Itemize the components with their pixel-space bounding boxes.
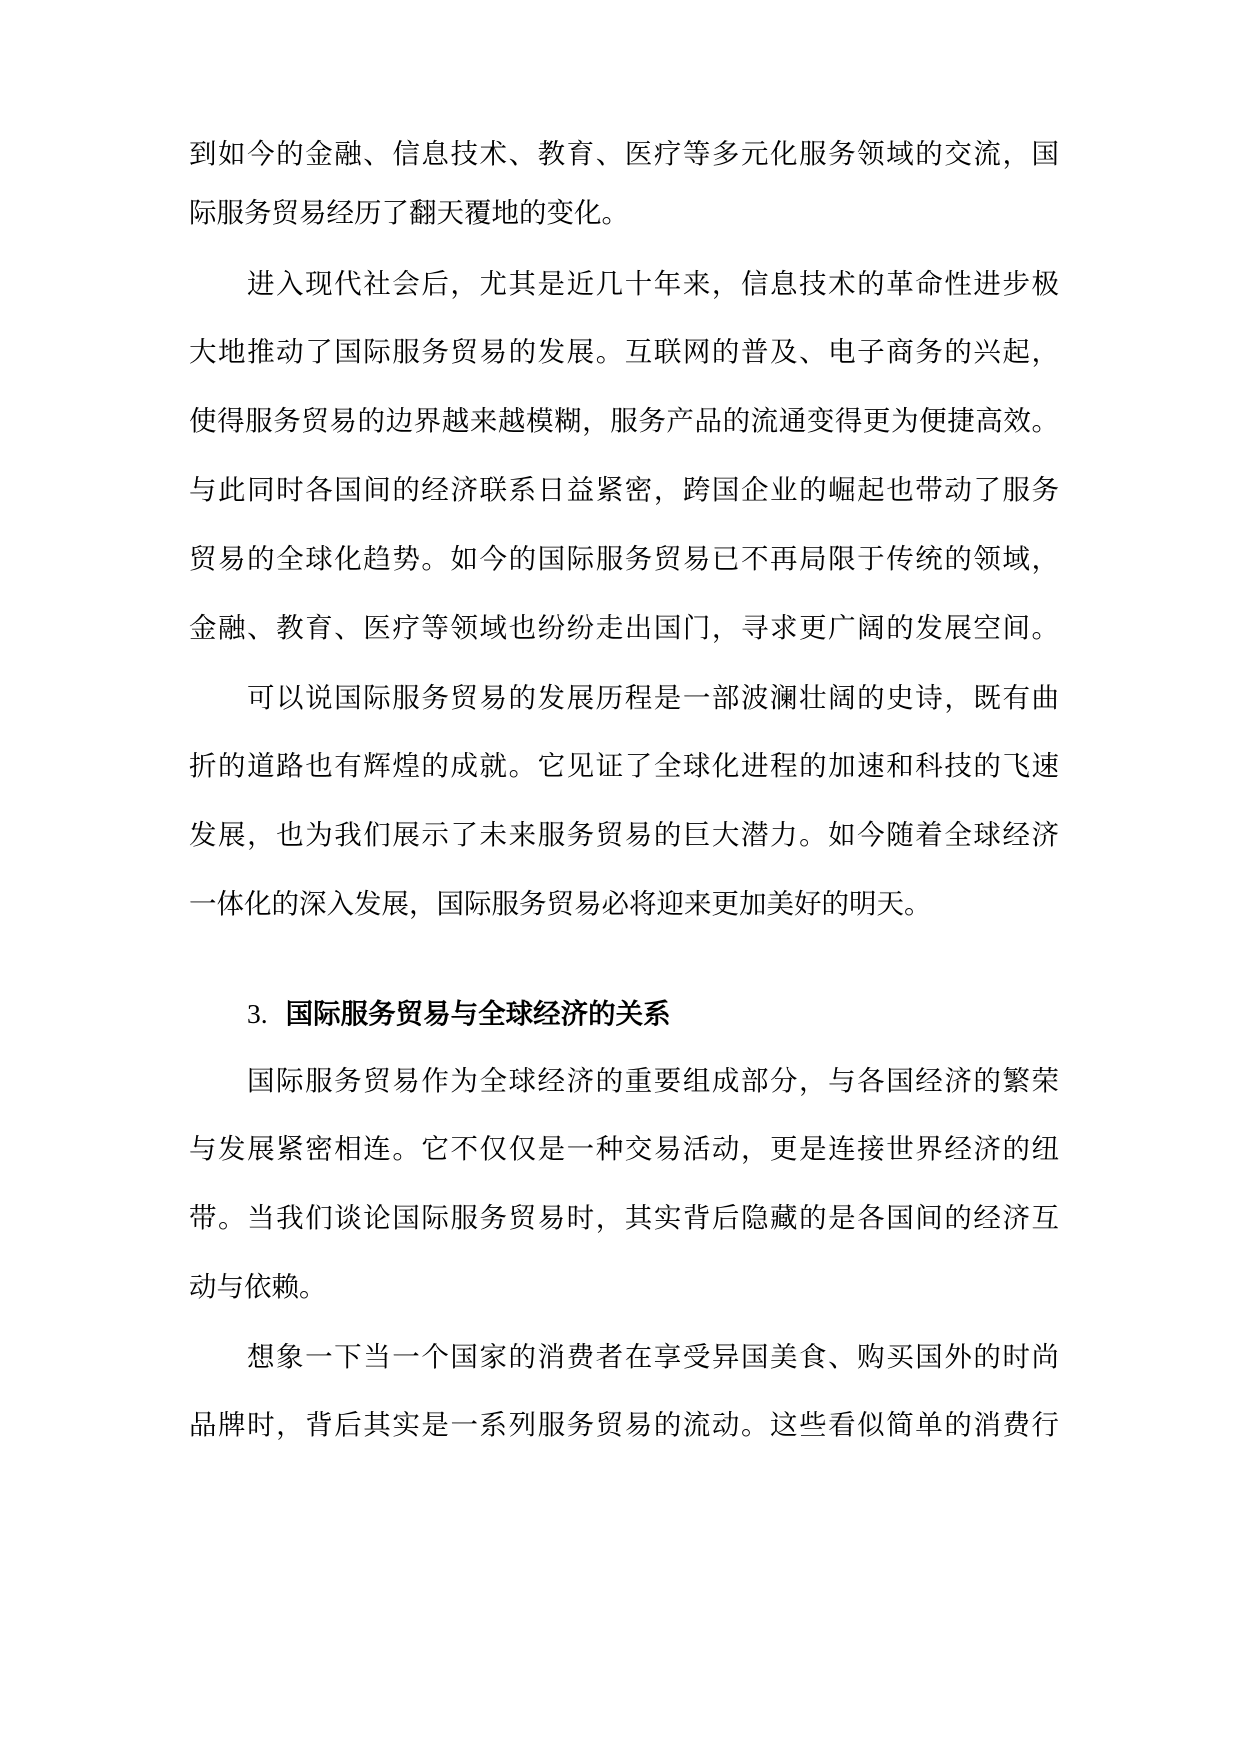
paragraph-line: 折的道路也有辉煌的成就。它见证了全球化进程的加速和科技的飞速 — [189, 750, 1059, 782]
paragraph-line: 贸易的全球化趋势。如今的国际服务贸易已不再局限于传统的领域， — [189, 543, 1059, 575]
paragraph-line: 到如今的金融、信息技术、教育、医疗等多元化服务领域的交流，国 — [189, 138, 1059, 170]
paragraph-line: 发展，也为我们展示了未来服务贸易的巨大潜力。如今随着全球经济 — [189, 819, 1059, 851]
section-title: 国际服务贸易与全球经济的关系 — [285, 998, 671, 1030]
paragraph-line: 一体化的深入发展，国际服务贸易必将迎来更加美好的明天。 — [189, 888, 932, 920]
paragraph-line: 际服务贸易经历了翻天覆地的变化。 — [189, 197, 629, 229]
paragraph-line: 金融、教育、医疗等领域也纷纷走出国门，寻求更广阔的发展空间。 — [189, 612, 1059, 644]
paragraph-line: 带。当我们谈论国际服务贸易时，其实背后隐藏的是各国间的经济互 — [189, 1202, 1059, 1234]
paragraph-line: 国际服务贸易作为全球经济的重要组成部分，与各国经济的繁荣 — [247, 1065, 1059, 1097]
paragraph-line: 想象一下当一个国家的消费者在享受异国美食、购买国外的时尚 — [247, 1341, 1059, 1373]
paragraph-line: 品牌时，背后其实是一系列服务贸易的流动。这些看似简单的消费行 — [189, 1409, 1059, 1441]
paragraph-line: 可以说国际服务贸易的发展历程是一部波澜壮阔的史诗，既有曲 — [247, 682, 1059, 714]
section-heading — [247, 993, 947, 1035]
paragraph-line: 大地推动了国际服务贸易的发展。互联网的普及、电子商务的兴起， — [189, 336, 1059, 368]
paragraph-line: 与发展紧密相连。它不仅仅是一种交易活动，更是连接世界经济的纽 — [189, 1133, 1059, 1165]
paragraph-line: 动与依赖。 — [189, 1271, 327, 1303]
paragraph-line: 使得服务贸易的边界越来越模糊，服务产品的流通变得更为便捷高效。 — [189, 405, 1059, 437]
paragraph-line: 进入现代社会后，尤其是近几十年来，信息技术的革命性进步极 — [247, 268, 1059, 300]
paragraph-line: 与此同时各国间的经济联系日益紧密，跨国企业的崛起也带动了服务 — [189, 474, 1059, 506]
section-number: 3. — [247, 998, 268, 1029]
